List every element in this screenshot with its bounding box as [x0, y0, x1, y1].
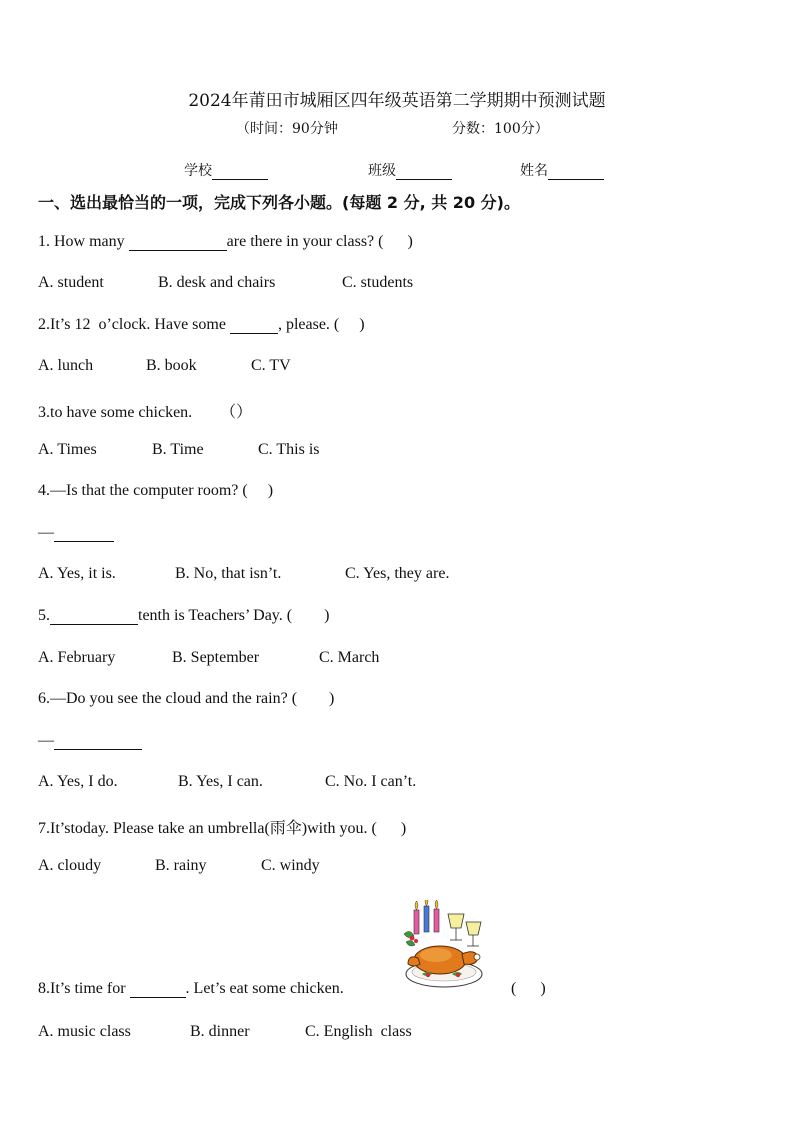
answer-blank[interactable] [230, 317, 278, 334]
option-b[interactable]: B. Yes, I can. [178, 773, 263, 790]
name-field [520, 160, 604, 180]
question-text: 5. [38, 607, 50, 624]
section-heading: 一、选出最恰当的一项，完成下列各小题。(每题 2 分, 共 20 分)。 [38, 193, 520, 212]
question-text: are there in your class? ( ) [226, 233, 413, 250]
school-field [184, 160, 268, 180]
question-text: . Let’s eat some chicken. [185, 980, 344, 997]
class-field [368, 160, 452, 180]
roast-chicken-dinner-illustration [392, 900, 500, 994]
option-c[interactable]: C. No. I can’t. [325, 773, 417, 790]
school-label: 学校 [184, 163, 212, 179]
question-text: 8.It’s time for [38, 980, 130, 997]
class-blank[interactable] [396, 165, 452, 180]
option-a[interactable]: A. music class [38, 1023, 131, 1040]
option-b[interactable]: B. September [172, 649, 260, 666]
answer-blank[interactable] [54, 525, 114, 542]
option-c[interactable]: C. windy [261, 857, 320, 874]
option-c[interactable]: C. TV [251, 357, 291, 374]
question-text: 1. How many [38, 233, 129, 250]
option-a[interactable]: A. Yes, it is. [38, 565, 116, 582]
option-a[interactable]: A. lunch [38, 357, 94, 374]
option-c[interactable]: C. March [319, 649, 380, 666]
class-label: 班级 [368, 163, 396, 179]
answer-line [38, 732, 142, 750]
option-a[interactable]: A. Times [38, 441, 97, 458]
page-title: 2024年莆田市城厢区四年级英语第二学期期中预测试题 [188, 91, 606, 111]
question-8 [38, 980, 344, 998]
option-b[interactable]: B. dinner [190, 1023, 250, 1040]
exam-time: （时间：90分钟 [236, 121, 338, 137]
name-blank[interactable] [548, 165, 604, 180]
option-a[interactable]: A. Yes, I do. [38, 773, 118, 790]
answer-blank[interactable] [54, 733, 142, 750]
school-blank[interactable] [212, 165, 268, 180]
option-c[interactable]: C. Yes, they are. [345, 565, 450, 582]
name-label: 姓名 [520, 163, 548, 179]
answer-dash: — [38, 524, 54, 541]
answer-dash: — [38, 732, 54, 749]
question-5 [38, 607, 329, 625]
answer-blank[interactable] [50, 608, 138, 625]
option-b[interactable]: B. desk and chairs [158, 274, 276, 291]
option-a[interactable]: A. cloudy [38, 857, 102, 874]
question-3: 3.to have some chicken. （） [38, 404, 253, 421]
option-b[interactable]: B. book [146, 357, 197, 374]
exam-score: 分数：100分） [452, 121, 549, 137]
option-b[interactable]: B. No, that isn’t. [175, 565, 282, 582]
answer-line [38, 524, 114, 542]
question-text: , please. ( ) [277, 316, 365, 333]
question-4: 4.—Is that the computer room? ( ) [38, 482, 274, 499]
question-text: 2.It’s 12 o’clock. Have some [38, 316, 230, 333]
option-c[interactable]: C. This is [258, 441, 320, 458]
option-c[interactable]: C. students [342, 274, 414, 291]
question-7: 7.It’stoday. Please take an umbrella(雨伞)with you. ( ) [38, 820, 407, 837]
answer-paren: ( ) [511, 980, 546, 997]
question-6: 6.—Do you see the cloud and the rain? ( ) [38, 690, 335, 707]
answer-blank[interactable] [130, 981, 186, 998]
option-c[interactable]: C. English class [305, 1023, 412, 1040]
option-a[interactable]: A. student [38, 274, 104, 291]
option-a[interactable]: A. February [38, 649, 116, 666]
option-b[interactable]: B. rainy [155, 857, 207, 874]
question-1 [38, 233, 413, 251]
answer-blank[interactable] [129, 234, 227, 251]
question-text: tenth is Teachers’ Day. ( ) [138, 607, 330, 624]
question-2 [38, 316, 365, 334]
option-b[interactable]: B. Time [152, 441, 204, 458]
